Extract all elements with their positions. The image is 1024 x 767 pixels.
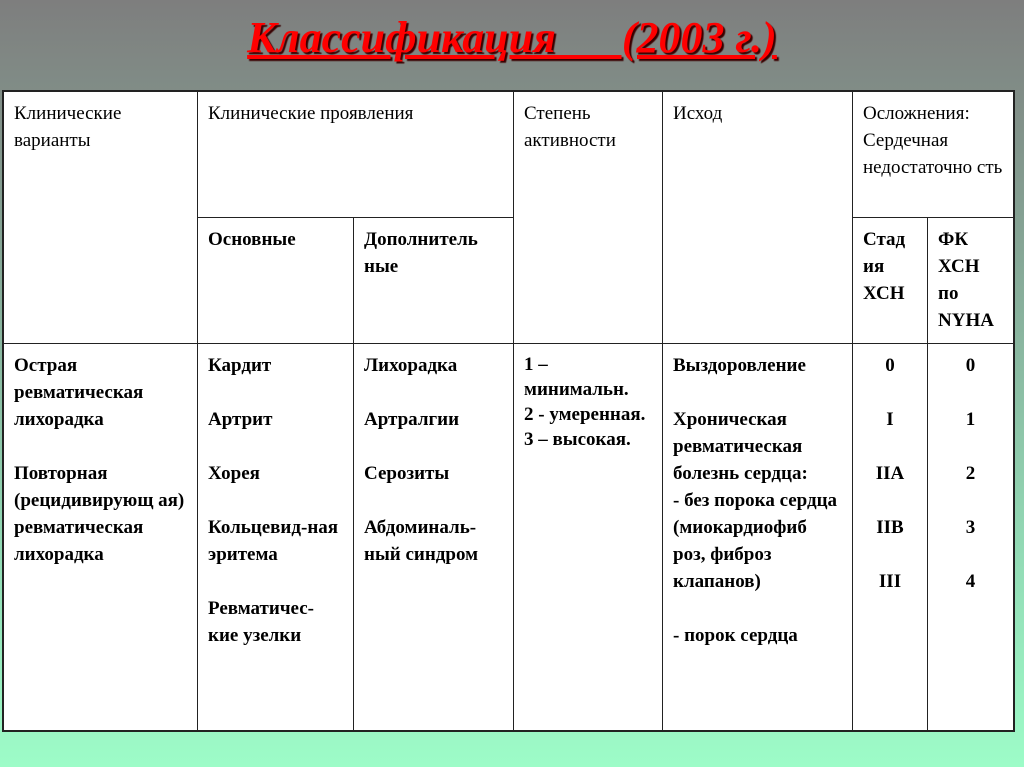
classification-table (2, 90, 1015, 732)
header-main: Основные (198, 218, 354, 344)
header-variants: Клинические варианты (4, 92, 198, 344)
header-manifestations: Клинические проявления (198, 92, 514, 218)
cell-outcome: Выздоровление Хроническая ревматическая болезнь сердца: - без порока сердца (миокардиофиб роз, фиброз клапанов) - порок сердца (663, 344, 853, 730)
cell-variants: Острая ревматическая лихорадка Повторная (рецидивирующ ая) ревматическая лихорадка (4, 344, 198, 730)
header-fc: ФК ХСН по NYHA (928, 218, 1013, 344)
cell-additional: Лихорадка Артралгии Серозиты Абдоминаль-ный синдром (354, 344, 514, 730)
cell-fc: 0 1 2 3 4 (965, 355, 976, 592)
header-complications: Осложнения: Сердечная недостаточно сть (853, 92, 1013, 218)
slide-title: Классификация (2003 г.) (247, 13, 777, 62)
header-stage: Стад ия ХСН (853, 218, 928, 344)
header-activity: Степень активности (514, 92, 663, 344)
header-outcome: Исход (663, 92, 853, 344)
cell-main: Кардит Артрит Хорея Кольцевид-ная эритема Ревматичес-кие узелки (198, 344, 354, 730)
header-additional: Дополнитель ные (354, 218, 514, 344)
cell-stage: 0 I IIA IIB III (853, 344, 928, 730)
cell-activity: 1 – минимальн. 2 - умеренная. 3 – высокая. (514, 344, 663, 730)
